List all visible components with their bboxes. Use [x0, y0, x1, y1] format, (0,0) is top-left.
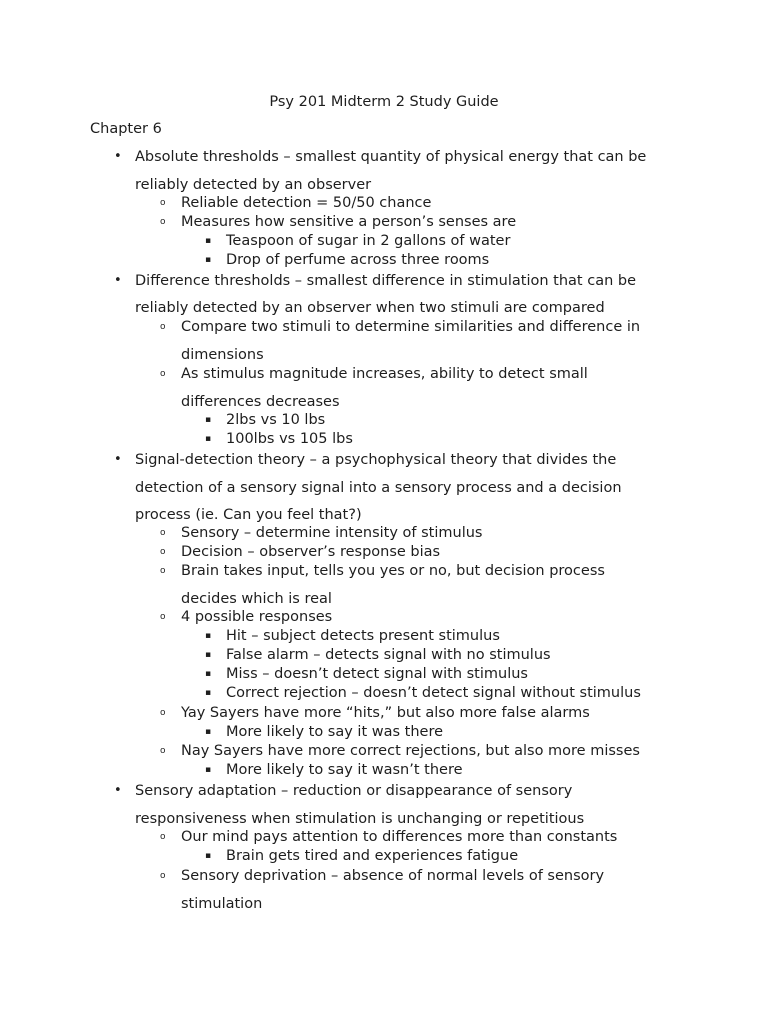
text-line: Absolute thresholds – smallest quantity of physical energy that can be: [135, 149, 647, 165]
text-line: Sensory adaptation – reduction or disappearance of sensory: [135, 783, 573, 799]
bullet-level1: •: [114, 149, 122, 164]
text-line: More likely to say it wasn’t there: [226, 762, 463, 778]
bullet-level1: •: [114, 273, 122, 288]
bullet-level3: ▪: [205, 415, 212, 425]
text-line: responsiveness when stimulation is unchanging or repetitious: [135, 811, 585, 827]
text-line: 4 possible responses: [181, 609, 333, 625]
text-line: differences decreases: [181, 394, 340, 410]
bullet-level2: o: [160, 217, 166, 227]
bullet-level2: o: [160, 612, 166, 622]
bullet-level3: ▪: [205, 255, 212, 265]
text-line: Brain takes input, tells you yes or no, but decision process: [181, 563, 605, 579]
text-line: 100lbs vs 105 lbs: [226, 431, 353, 447]
bullet-level2: o: [160, 322, 166, 332]
text-line: reliably detected by an observer when two stimuli are compared: [135, 300, 605, 316]
text-line: Signal-detection theory – a psychophysical theory that divides the: [135, 452, 617, 468]
bullet-level3: ▪: [205, 688, 212, 698]
text-line: Sensory – determine intensity of stimulus: [181, 525, 483, 541]
text-line: Reliable detection = 50/50 chance: [181, 195, 432, 211]
text-line: Miss – doesn’t detect signal with stimulus: [226, 666, 528, 682]
text-line: 2lbs vs 10 lbs: [226, 412, 326, 428]
bullet-level3: ▪: [205, 765, 212, 775]
bullet-level2: o: [160, 528, 166, 538]
text-line: reliably detected by an observer: [135, 177, 372, 193]
text-line: Our mind pays attention to differences more than constants: [181, 829, 618, 845]
bullet-level2: o: [160, 566, 166, 576]
bullet-level2: o: [160, 547, 166, 557]
text-line: Brain gets tired and experiences fatigue: [226, 848, 519, 864]
bullet-level3: ▪: [205, 851, 212, 861]
text-line: As stimulus magnitude increases, ability to detect small: [181, 366, 588, 382]
text-line: Decision – observer’s response bias: [181, 544, 441, 560]
bullet-level1: •: [114, 452, 122, 467]
text-line: detection of a sensory signal into a sensory process and a decision: [135, 480, 622, 496]
text-line: Sensory deprivation – absence of normal levels of sensory: [181, 868, 605, 884]
document-title: Psy 201 Midterm 2 Study Guide: [269, 94, 499, 110]
bullet-level3: ▪: [205, 631, 212, 641]
text-line: Yay Sayers have more “hits,” but also more false alarms: [181, 705, 590, 721]
text-line: More likely to say it was there: [226, 724, 444, 740]
bullet-level2: o: [160, 746, 166, 756]
text-line: Nay Sayers have more correct rejections, but also more misses: [181, 743, 640, 759]
bullet-level2: o: [160, 369, 166, 379]
text-line: decides which is real: [181, 591, 332, 607]
bullet-level3: ▪: [205, 650, 212, 660]
text-line: Compare two stimuli to determine similarities and difference in: [181, 319, 641, 335]
text-line: Correct rejection – doesn’t detect signal without stimulus: [226, 685, 641, 701]
text-line: stimulation: [181, 896, 263, 912]
text-line: Teaspoon of sugar in 2 gallons of water: [226, 233, 511, 249]
bullet-level3: ▪: [205, 669, 212, 679]
bullet-level2: o: [160, 198, 166, 208]
chapter-heading: Chapter 6: [90, 121, 162, 137]
text-line: dimensions: [181, 347, 264, 363]
text-line: Difference thresholds – smallest difference in stimulation that can be: [135, 273, 637, 289]
bullet-level3: ▪: [205, 236, 212, 246]
text-line: False alarm – detects signal with no stimulus: [226, 647, 551, 663]
bullet-level3: ▪: [205, 727, 212, 737]
text-line: Hit – subject detects present stimulus: [226, 628, 500, 644]
bullet-level2: o: [160, 708, 166, 718]
bullet-level3: ▪: [205, 434, 212, 444]
bullet-level2: o: [160, 832, 166, 842]
text-line: process (ie. Can you feel that?): [135, 507, 362, 523]
text-line: Drop of perfume across three rooms: [226, 252, 490, 268]
bullet-level2: o: [160, 871, 166, 881]
text-line: Measures how sensitive a person’s senses are: [181, 214, 517, 230]
bullet-level1: •: [114, 783, 122, 798]
